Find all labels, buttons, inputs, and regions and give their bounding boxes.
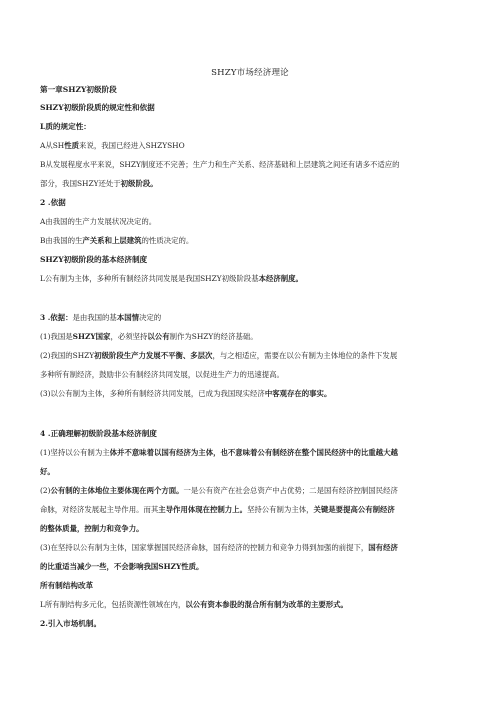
paragraph-line: A由我国的生产力发展状况决定的。: [40, 217, 157, 226]
paragraph-line: L公有制为主体，多种所有制经济共同发展是我国SHZY初级阶段基本经济制度。: [40, 274, 303, 283]
paragraph-line: 的整体质量，控制力和竞争力。: [40, 524, 144, 533]
paragraph-line: B从发展程度水平来说，SHZY制度还不完善；生产力和生产关系、经济基础和上层建筑之间还有诸多不适应的: [40, 160, 400, 169]
paragraph-line: (3)在坚持以公有制为主体，国家掌握国民经济命脉，国有经济的控制力和竞争力得到加强的前提下，国有经济: [40, 543, 398, 552]
paragraph-line: (1)坚持以公有制为主体并不意味着以国有经济为主体，也不意味着公有制经济在整个国民经济中的比重越大越: [40, 448, 398, 457]
paragraph-line: B由我国的生产关系和上层建筑的性质决定的。: [40, 236, 194, 245]
paragraph-line: 好。: [40, 467, 55, 476]
section-heading: 所有制结构改革: [40, 581, 94, 590]
subheading: 2.引入市场机制。: [40, 619, 102, 628]
chapter-heading: 第一章SHZY初级阶段: [40, 85, 117, 94]
paragraph-line: 3 .依据：是由我国的基本国情决定的: [40, 313, 162, 322]
paragraph-line: 多种所有制经济，鼓励非公有制经济共同发展，以促进生产力的迅速提高。: [40, 370, 284, 379]
paragraph-line: L所有制结构多元化，包括资源性领域在内，以公有资本参股的混合所有制为改革的主要形式。: [40, 600, 348, 609]
subheading: L质的规定性：: [40, 122, 91, 131]
paragraph-line: (1)我国是SHZY国家，必须坚持以公有制作为SHZY的经济基础。: [40, 332, 258, 341]
paragraph-line: 命脉，对经济发展起主导作用。而其主导作用体现在控制力上。坚持公有制为主体，关键是要提高公有制经济: [40, 505, 395, 514]
page-title: SHZY市场经济理论: [211, 68, 289, 78]
section-heading: SHZY初级阶段的基本经济制度: [40, 255, 148, 264]
section-heading: SHZY初级阶段质的规定性和依据: [40, 103, 155, 112]
section-heading: 4 .正确理解初级阶段基本经济制度: [40, 429, 157, 438]
paragraph-line: A从SH性质来说，我国已经进入SHZYSHO: [40, 141, 185, 150]
paragraph-line: (2)公有制的主体地位主要体现在两个方面。一是公有资产在社会总资产中占优势；二是国有经济控制国民经济: [40, 486, 398, 495]
subheading: 2 .依据: [40, 198, 66, 207]
paragraph-line: 的比重适当减少一些，不会影响我国SHZY性质。: [40, 562, 204, 571]
paragraph-line: (3)以公有制为主体，多种所有制经济共同发展，已成为我国现实经济中客观存在的事实。: [40, 389, 332, 398]
paragraph-line: (2)我国的SHZY初级阶段生产力发展不平衡、多层次，与之相适应，需要在以公有制为主体地位的条件下发展: [40, 351, 398, 360]
paragraph-line: 部分，我国SHZY还处于初级阶段。: [40, 179, 158, 188]
